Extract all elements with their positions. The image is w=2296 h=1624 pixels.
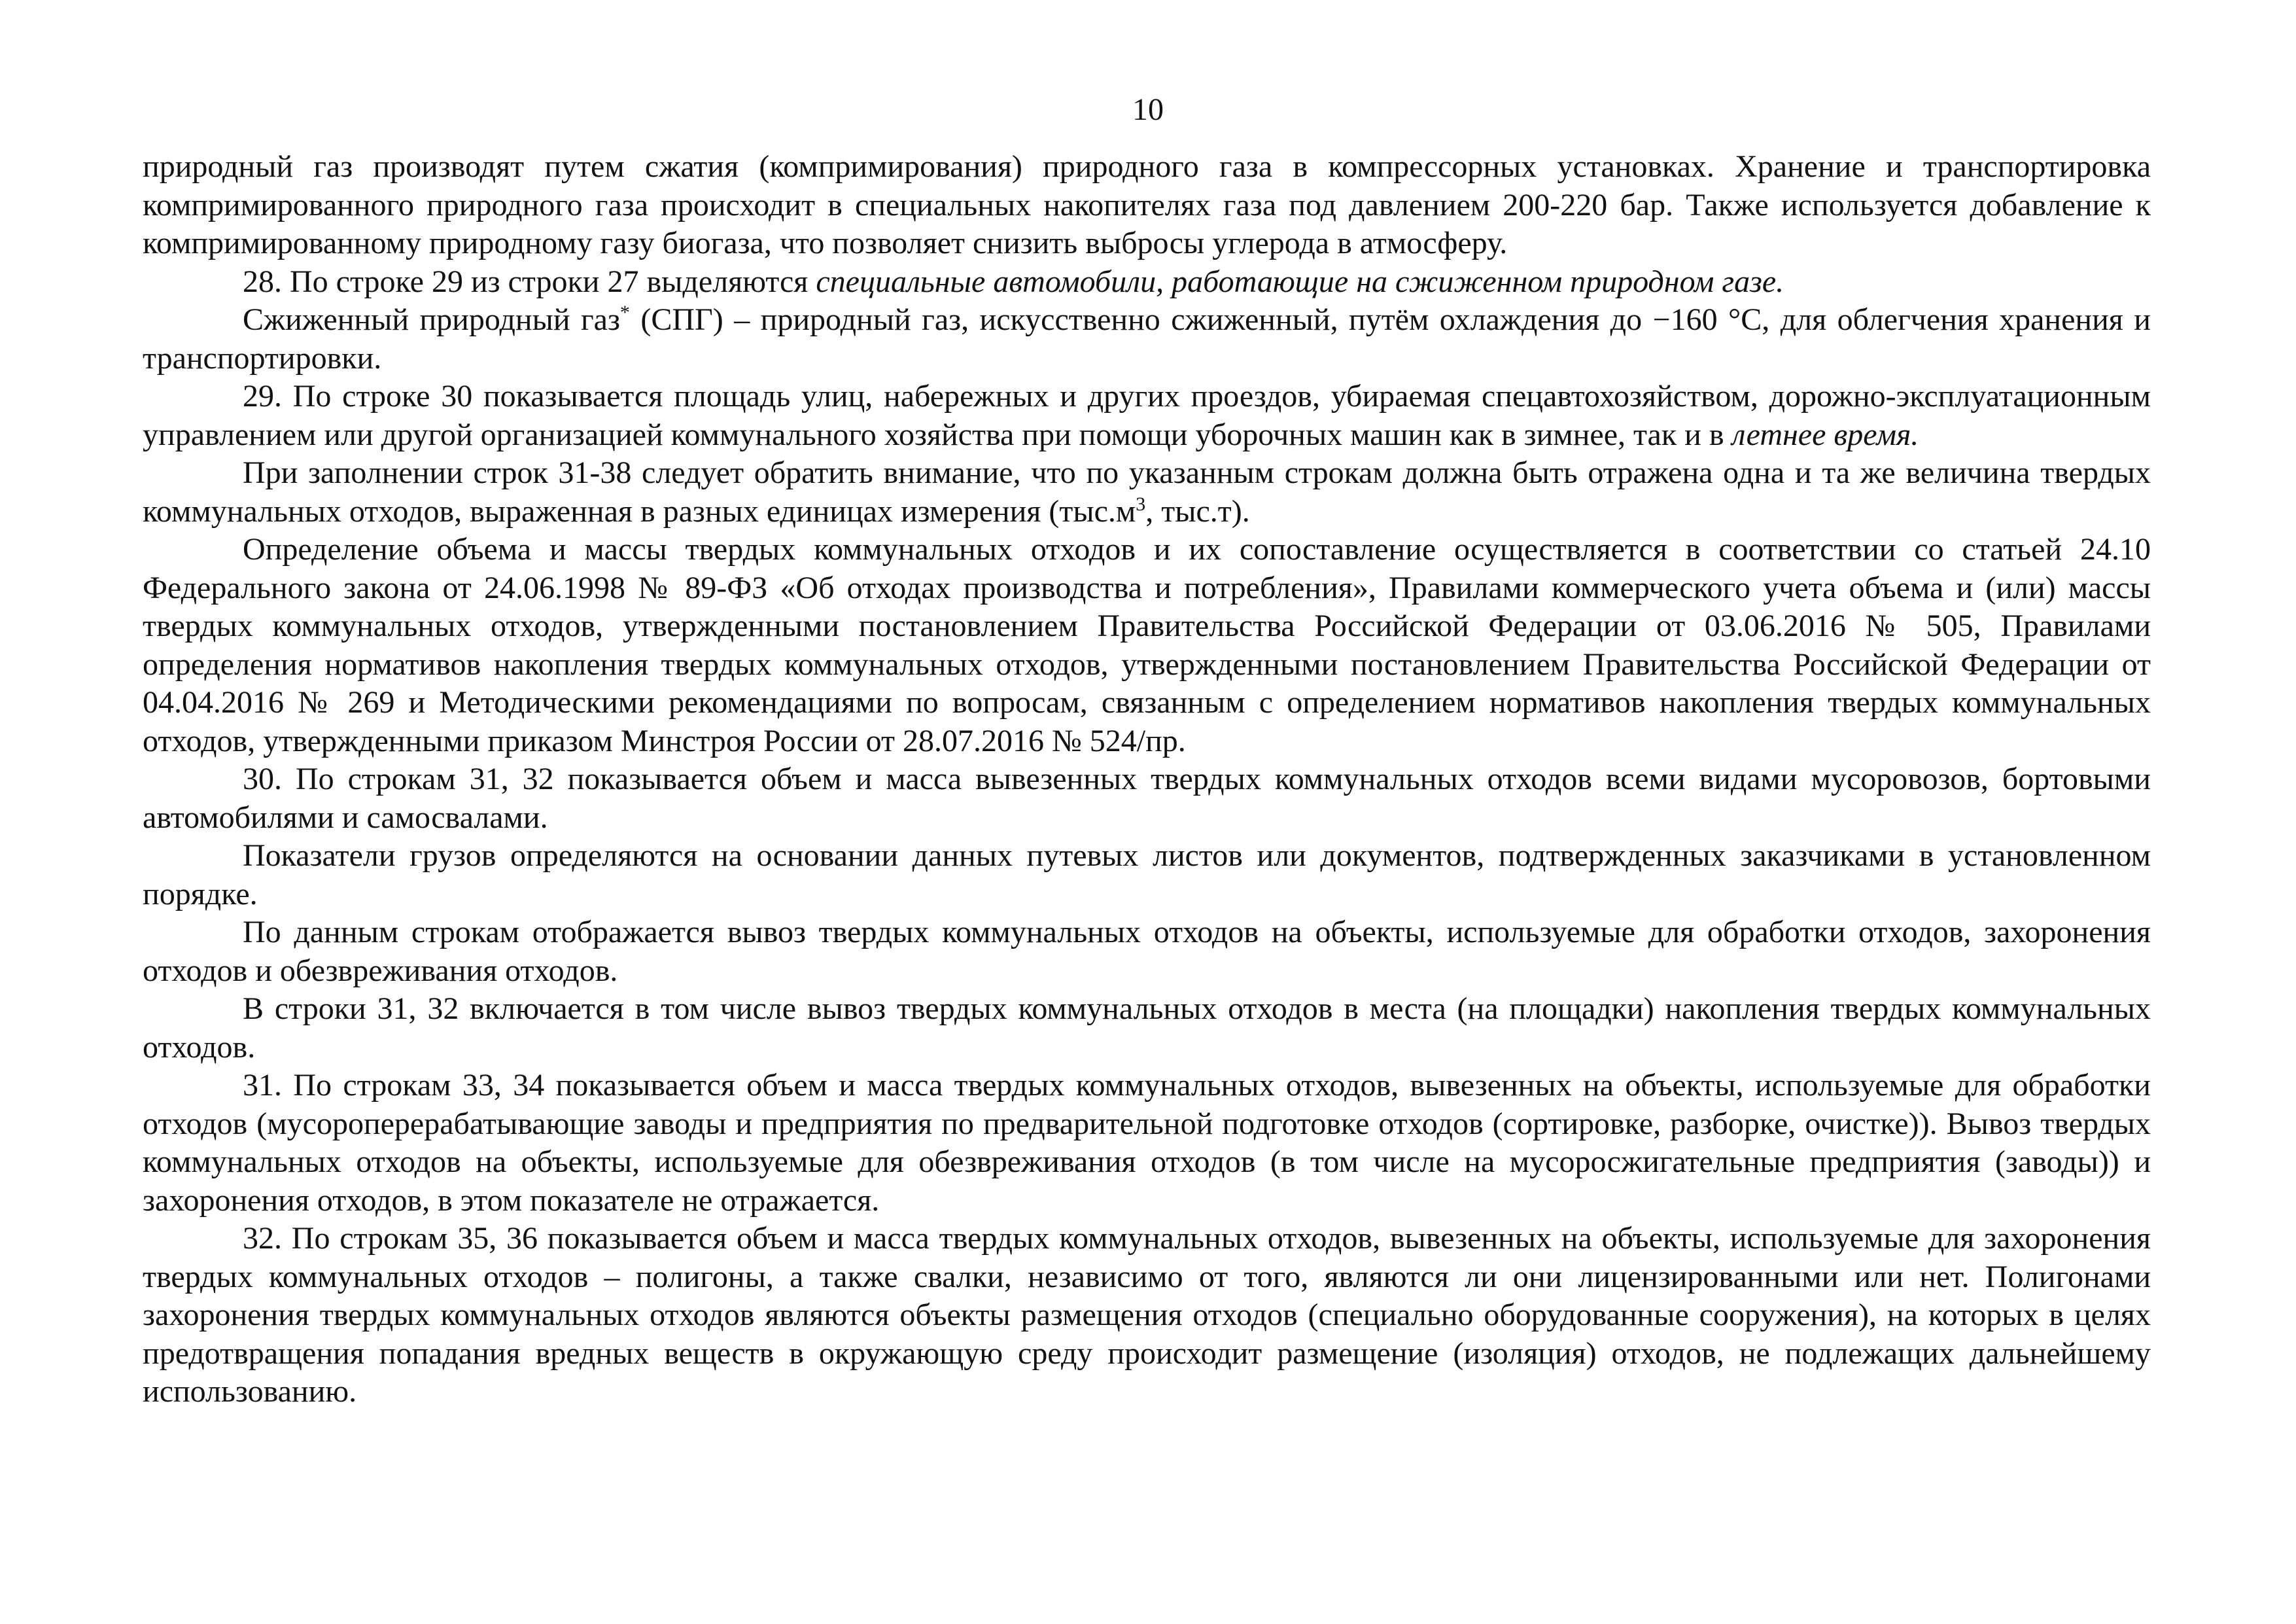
paragraph-item-28-text: 28. По строке 29 из строки 27 выделяются [243, 264, 816, 299]
footnote-marker: * [619, 302, 630, 323]
lng-definition-text: (СПГ) – природный газ, искусственно сжиженный, путём охлаждения до −160 °С, для облегчения хранения и транспортировки. [143, 302, 2151, 376]
paragraph-rows-31-38-text: При заполнении строк 31-38 следует обратить внимание, что по указанным строкам должна быть отражена одна и та же величина твердых коммунальных отходов, выраженная в разных единицах измерения (тыс.м [143, 455, 2151, 529]
paragraph-item-29-text: 29. По строке 30 показывается площадь улиц, набережных и других проездов, убираемая спецавтохозяйством, дорожно-эксплуатационным управлением или другой организацией коммунального хозяйства при помощи уборочных машин как в зимнее, так и в [143, 379, 2151, 452]
superscript-cube: 3 [1136, 493, 1146, 515]
document-body [143, 148, 2151, 1411]
paragraph-item-31: 31. По строкам 33, 34 показывается объем и масса твердых коммунальных отходов, вывезенных на объекты, используемые для обработки отходов (мусороперерабатывающие заводы и предприятия по предварительной подготовке отходов (сортировке, разборке, очистке)). Вывоз твердых коммунальных отходов на объекты, используемые для обезвреживания отходов (в том числе на мусоросжигательные предприятия (заводы)) и захоронения отходов, в этом показателе не отражается. [143, 1068, 2151, 1218]
paragraph-cargo-indicators: Показатели грузов определяются на основании данных путевых листов или документов, подтвержденных заказчиками в установленном порядке. [143, 838, 2151, 911]
page-number: 10 [1132, 92, 1164, 127]
paragraph-data-rows: По данным строкам отображается вывоз твердых коммунальных отходов на объекты, используемые для обработки отходов, захоронения отходов и обезвреживания отходов. [143, 915, 2151, 988]
paragraph-rows-31-38 [143, 454, 2151, 531]
paragraph-rows-31-38-tail: , тыс.т). [1145, 493, 1250, 529]
paragraph-item-29 [143, 378, 2151, 454]
paragraph-rows-31-32: В строки 31, 32 включается в том числе вывоз твердых коммунальных отходов в места (на площадки) накопления твердых коммунальных отходов. [143, 991, 2151, 1065]
paragraph-item-30: 30. По строкам 31, 32 показывается объем и масса вывезенных твердых коммунальных отходов всеми видами мусоровозов, бортовыми автомобилями и самосвалами. [143, 762, 2151, 835]
lng-definition-term: Сжиженный природный газ [243, 302, 620, 337]
paragraph-legal-basis: Определение объема и массы твердых коммунальных отходов и их сопоставление осуществляется в соответствии со статьей 24.10 Федерального закона от 24.06.1998 № 89-ФЗ «Об отходах производства и потребления», Правилами коммерческого учета объема и (или) массы твердых коммунальных отходов, утвержденными постановлением Правительства Российской Федерации от 03.06.2016 № 505, Правилами определения нормативов накопления твердых коммунальных отходов, утвержденными постановлением Правительства Российской Федерации от 04.04.2016 № 269 и Методическими рекомендациями по вопросам, связанным с определением нормативов накопления твердых коммунальных отходов, утвержденными приказом Минстроя России от 28.07.2016 № 524/пр. [143, 532, 2151, 758]
paragraph-item-32: 32. По строкам 35, 36 показывается объем и масса твердых коммунальных отходов, вывезенных на объекты, используемые для захоронения твердых коммунальных отходов – полигоны, а также свалки, независимо от того, являются ли они лицензированными или нет. Полигонами захоронения твердых коммунальных отходов являются объекты размещения отходов (специально оборудованные сооружения), на которых в целях предотвращения попадания вредных веществ в окружающую среду происходит размещение (изоляция) отходов, не подлежащих дальнейшему использованию. [143, 1221, 2151, 1409]
paragraph-continuation: природный газ производят путем сжатия (компримирования) природного газа в компрессорных установках. Хранение и транспортировка компримированного природного газа происходит в специальных накопителях газа под давлением 200-220 бар. Также используется добавление к компримированному природному газу биогаза, что позволяет снизить выбросы углерода в атмосферу. [143, 149, 2151, 260]
paragraph-item-28 [143, 263, 2151, 302]
paragraph-lng-definition [143, 301, 2151, 378]
paragraph-item-28-italic: специальные автомобили, работающие на сжиженном природном газе. [816, 264, 1784, 299]
paragraph-item-29-italic: летнее время. [1731, 417, 1919, 452]
